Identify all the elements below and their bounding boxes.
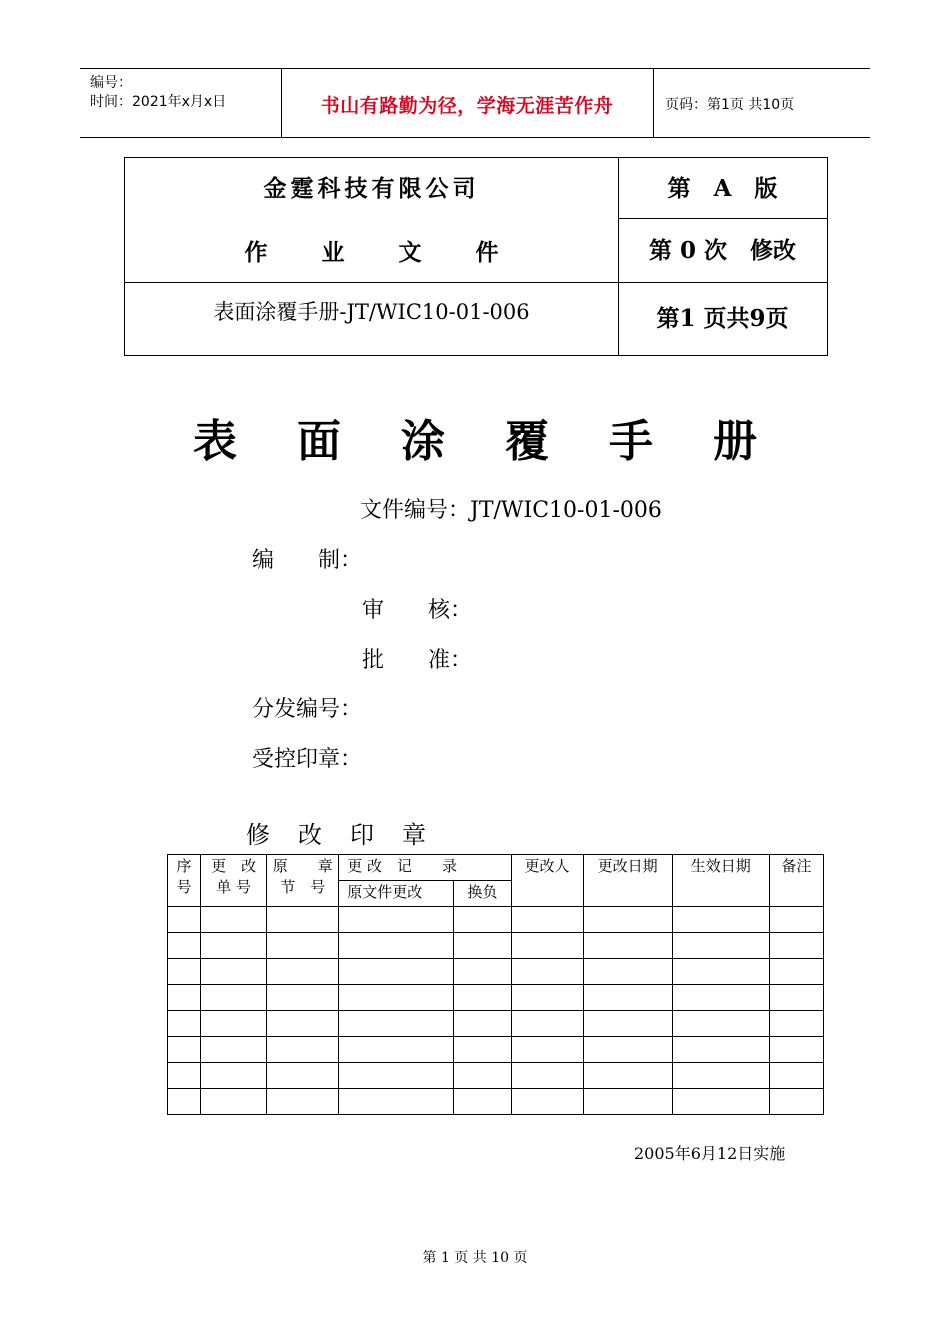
table-row	[168, 1089, 824, 1115]
table-cell	[339, 985, 454, 1011]
table-cell	[769, 959, 823, 985]
table-cell	[168, 1089, 201, 1115]
doc-type-char: 文	[398, 239, 422, 266]
revision-table	[167, 854, 824, 1115]
table-cell	[201, 1089, 267, 1115]
doc-type-char: 业	[321, 239, 345, 266]
title-char: 面	[297, 416, 341, 467]
table-cell	[511, 1037, 583, 1063]
table-cell	[454, 933, 511, 959]
header-motto: 书山有路勤为径，学海无涯苦作舟	[320, 95, 614, 117]
table-cell	[454, 1063, 511, 1089]
document-title	[0, 405, 950, 469]
table-cell	[454, 959, 511, 985]
col-change-no-header: 更 改 单 号	[201, 855, 267, 907]
title-char: 涂	[401, 416, 445, 467]
table-cell	[201, 1011, 267, 1037]
table-row	[168, 1037, 824, 1063]
doc-number-label: 编号：	[90, 75, 132, 91]
company-name: 金霆科技有限公司	[263, 175, 480, 202]
prepared-by-field: 编 制：	[252, 548, 363, 573]
controlled-stamp-field: 受控印章：	[252, 747, 363, 772]
header-page-info: 页码：第1页 共10页	[665, 97, 795, 113]
table-cell	[454, 1011, 511, 1037]
table-cell	[769, 1089, 823, 1115]
table-row	[168, 933, 824, 959]
document-type	[125, 234, 618, 267]
doc-type-char: 件	[475, 239, 499, 266]
table-cell	[511, 1011, 583, 1037]
table-cell	[267, 933, 339, 959]
table-cell	[201, 985, 267, 1011]
table-cell	[339, 1063, 454, 1089]
approved-by-field: 批 准：	[362, 648, 473, 673]
table-cell	[583, 959, 672, 985]
table-cell	[168, 1063, 201, 1089]
table-cell	[672, 1063, 769, 1089]
col-remarks-header: 备注	[769, 855, 823, 907]
table-row	[168, 959, 824, 985]
table-cell	[267, 1089, 339, 1115]
manual-code: 表面涂覆手册-JT/WIC10-01-006	[213, 300, 530, 324]
table-cell	[454, 1089, 511, 1115]
table-cell	[267, 985, 339, 1011]
table-row	[168, 985, 824, 1011]
table-cell	[168, 959, 201, 985]
table-cell	[672, 1089, 769, 1115]
table-cell	[672, 1011, 769, 1037]
page-header	[80, 68, 870, 138]
table-cell	[583, 907, 672, 933]
edition: 第 A 版	[667, 175, 778, 202]
table-cell	[511, 985, 583, 1011]
col-orig-section-header: 原 章 节 号	[267, 855, 339, 907]
col-seq-header: 序 号	[168, 855, 201, 907]
table-cell	[201, 907, 267, 933]
table-cell	[583, 985, 672, 1011]
table-cell	[583, 933, 672, 959]
col-replace-header: 换负	[454, 881, 511, 907]
table-cell	[769, 907, 823, 933]
table-cell	[583, 1037, 672, 1063]
table-cell	[267, 907, 339, 933]
file-number: 文件编号：JT/WIC10-01-006	[360, 498, 662, 523]
title-char: 表	[193, 416, 237, 467]
page-footer: 第 1 页 共 10 页	[422, 1250, 528, 1266]
table-cell	[583, 1063, 672, 1089]
table-cell	[511, 907, 583, 933]
title-char: 手	[609, 416, 653, 467]
table-cell	[454, 1037, 511, 1063]
table-cell	[201, 1037, 267, 1063]
table-row	[168, 1011, 824, 1037]
revision-stamp-heading: 修 改 印 章	[246, 821, 426, 849]
table-cell	[769, 933, 823, 959]
col-effective-date-header: 生效日期	[672, 855, 769, 907]
table-row	[168, 907, 824, 933]
table-row	[168, 1063, 824, 1089]
table-cell	[769, 1063, 823, 1089]
table-cell	[339, 1089, 454, 1115]
revision-count: 第 0 次 修改	[648, 237, 797, 264]
table-cell	[769, 1011, 823, 1037]
title-block-table	[124, 157, 828, 356]
implementation-date: 2005年6月12日实施	[634, 1144, 786, 1163]
table-cell	[769, 985, 823, 1011]
col-orig-doc-change-header: 原文件更改	[339, 881, 454, 907]
table-cell	[511, 1063, 583, 1089]
table-cell	[201, 933, 267, 959]
table-cell	[339, 933, 454, 959]
table-cell	[672, 959, 769, 985]
table-cell	[672, 907, 769, 933]
col-changer-header: 更改人	[511, 855, 583, 907]
table-cell	[168, 933, 201, 959]
table-cell	[267, 1037, 339, 1063]
table-cell	[454, 907, 511, 933]
table-cell	[267, 959, 339, 985]
table-cell	[511, 959, 583, 985]
table-cell	[672, 1037, 769, 1063]
table-cell	[583, 1011, 672, 1037]
table-cell	[454, 985, 511, 1011]
table-cell	[511, 933, 583, 959]
doc-type-char: 作	[244, 239, 268, 266]
page-count: 第1 页共9页	[656, 305, 789, 332]
col-change-record-header: 更 改 记 录	[339, 855, 511, 881]
table-cell	[672, 985, 769, 1011]
table-cell	[769, 1037, 823, 1063]
table-cell	[583, 1089, 672, 1115]
time-label: 时间：2021年x月x日	[90, 94, 227, 110]
table-cell	[201, 959, 267, 985]
reviewed-by-field: 审 核：	[362, 598, 473, 623]
table-cell	[168, 985, 201, 1011]
table-cell	[168, 907, 201, 933]
title-char: 册	[713, 416, 757, 467]
table-cell	[267, 1063, 339, 1089]
header-divider	[653, 69, 654, 137]
distribution-number-field: 分发编号：	[252, 697, 363, 722]
table-cell	[339, 1011, 454, 1037]
table-cell	[267, 1011, 339, 1037]
table-cell	[339, 1037, 454, 1063]
title-char: 覆	[505, 416, 549, 467]
table-cell	[672, 933, 769, 959]
table-cell	[511, 1089, 583, 1115]
col-change-date-header: 更改日期	[583, 855, 672, 907]
table-cell	[201, 1063, 267, 1089]
table-cell	[168, 1037, 201, 1063]
table-cell	[339, 907, 454, 933]
table-cell	[339, 959, 454, 985]
table-cell	[168, 1011, 201, 1037]
